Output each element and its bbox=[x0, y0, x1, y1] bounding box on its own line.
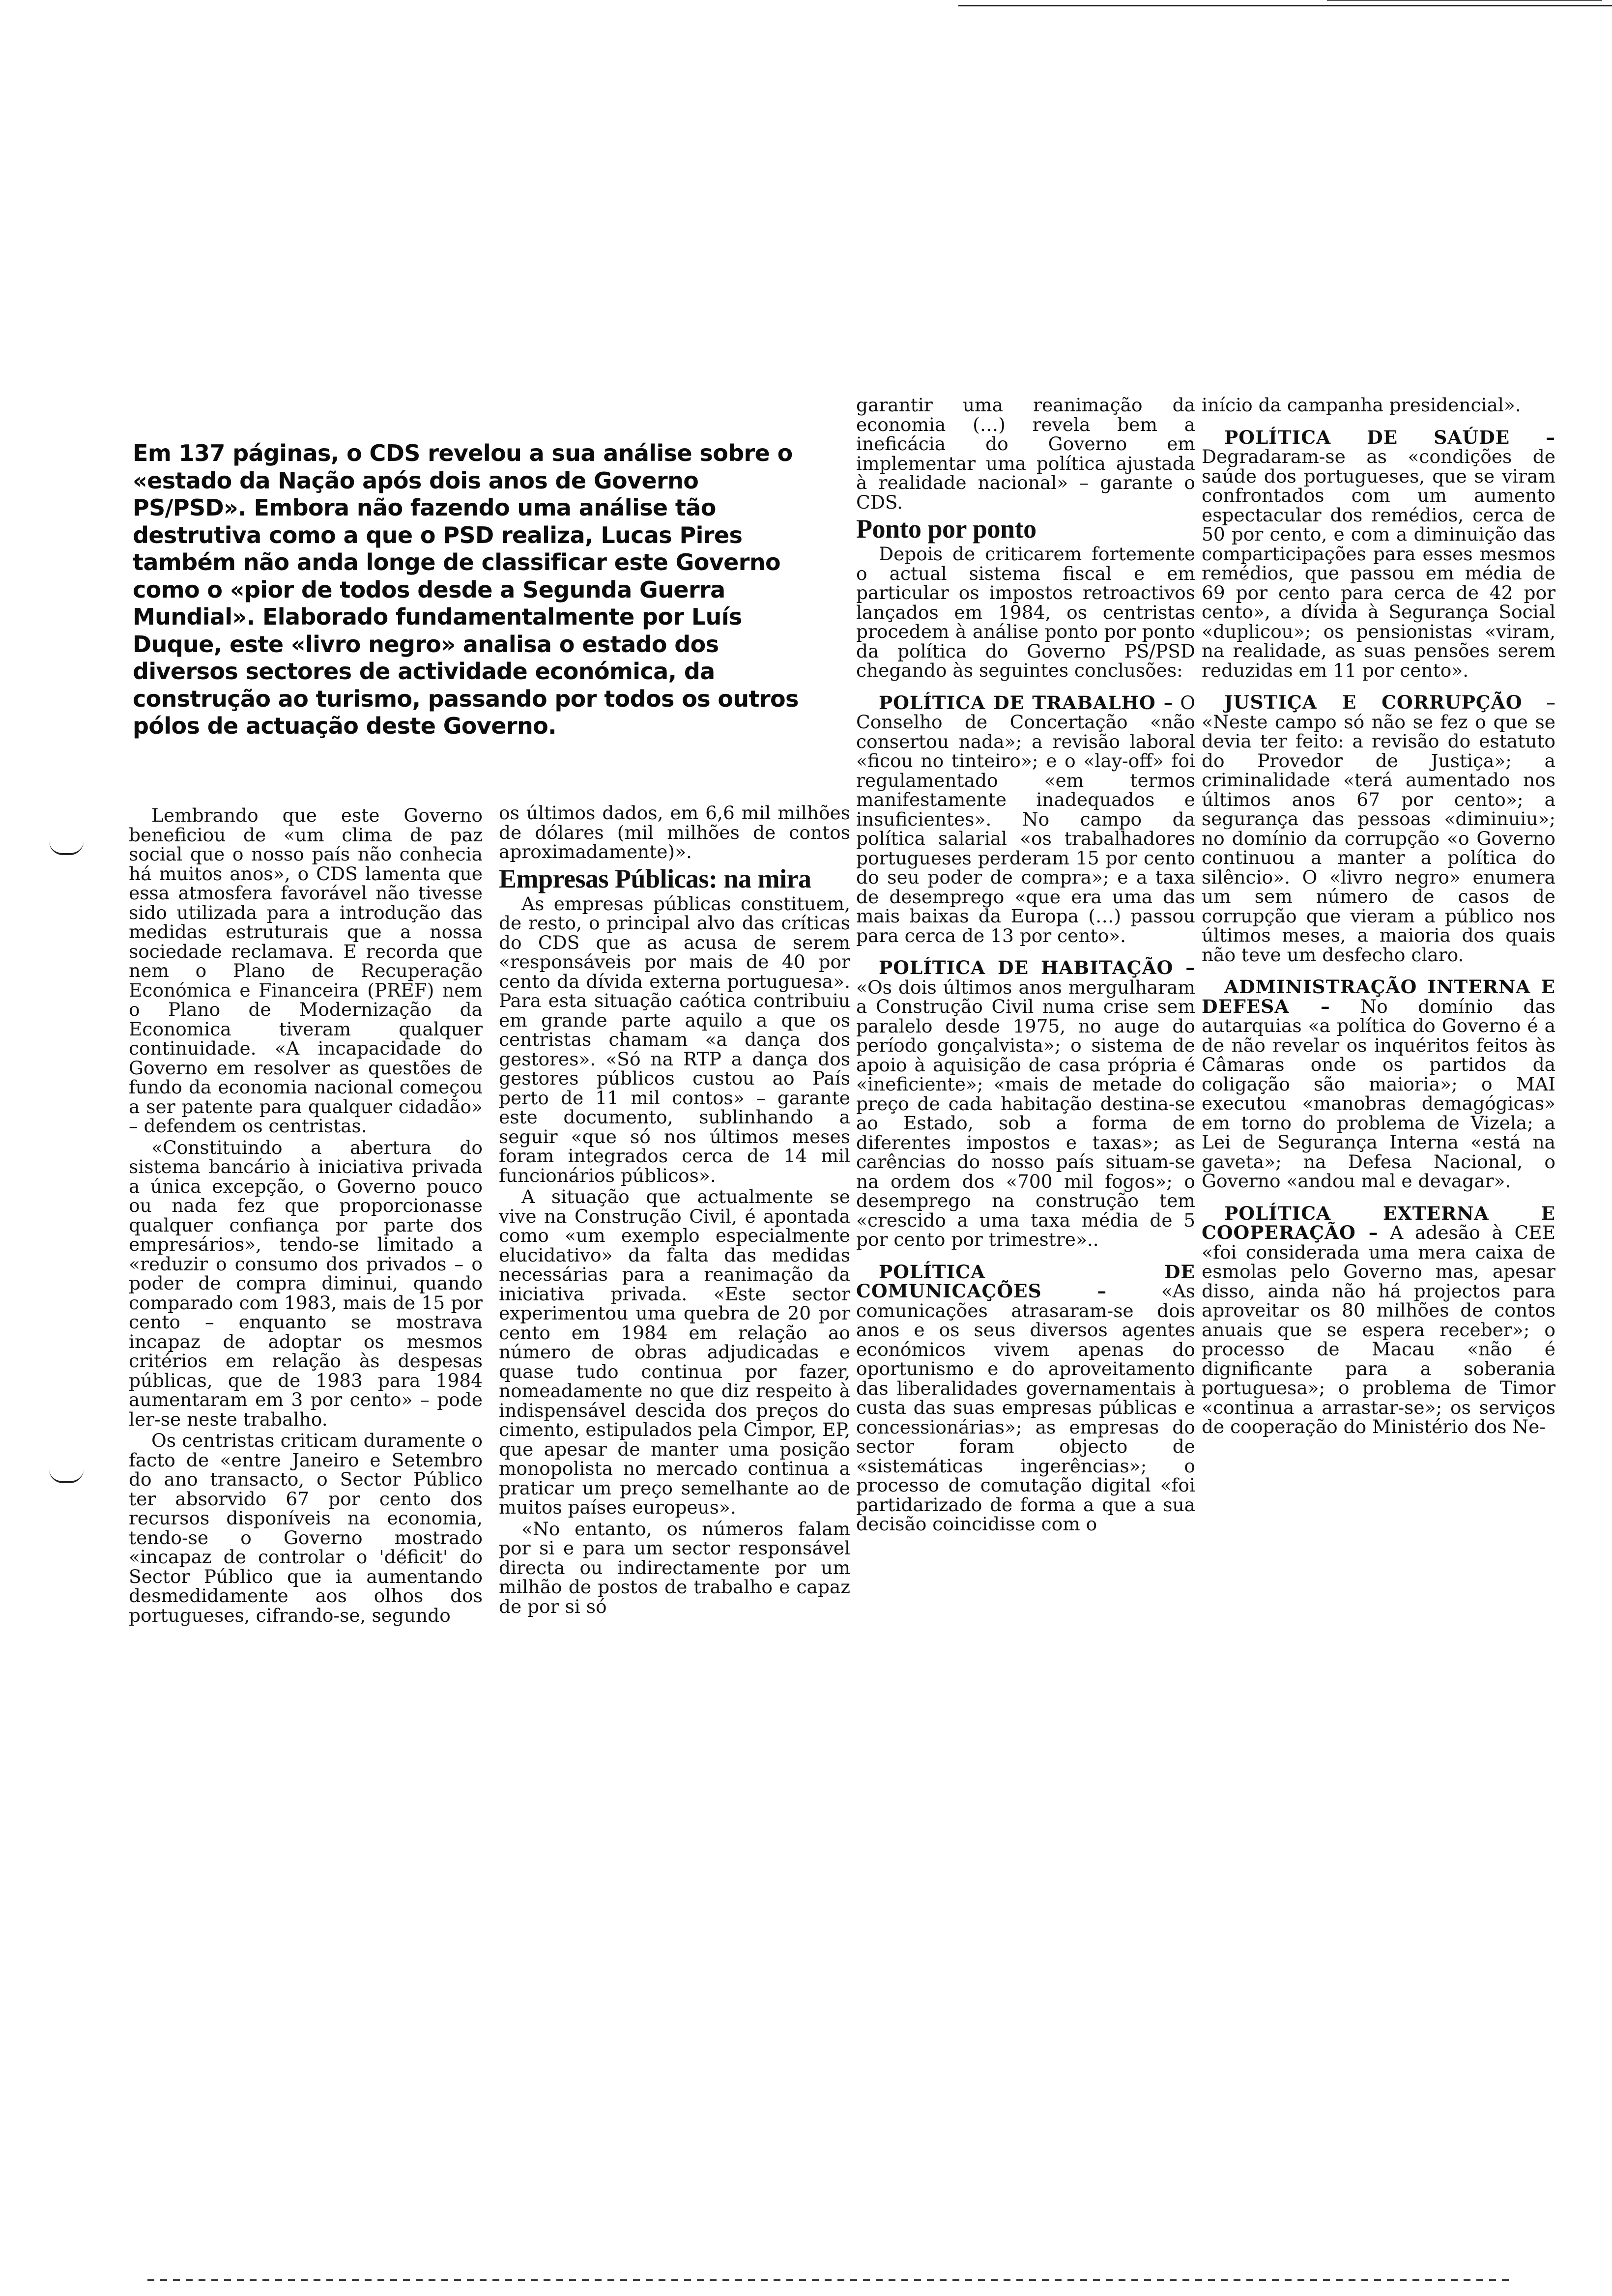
top-rule bbox=[958, 5, 1612, 6]
section-paragraph bbox=[1202, 1204, 1555, 1437]
margin-binder-mark bbox=[49, 1469, 84, 1483]
article-column-1 bbox=[129, 806, 483, 1625]
section-paragraph bbox=[856, 693, 1195, 946]
section-title: POLÍTICA DE TRABALHO – bbox=[879, 691, 1174, 714]
paragraph: Depois de criticarem fortemente o actual sistema fiscal e em particular os impostos retroactivos lançados em 1984, os centristas procedem à análise ponto por ponto da política do Governo PS/PSD chegando às seguintes conclusões: bbox=[856, 543, 1195, 681]
subheading: Empresas Públicas: na mira bbox=[499, 863, 811, 893]
section-title: JUSTIÇA E CORRUPÇÃO bbox=[1224, 691, 1523, 713]
section-paragraph bbox=[856, 1263, 1195, 1534]
article-column-2 bbox=[499, 804, 850, 1616]
section-text: «As comunicações atrasaram-se dois anos e os seus diversos agentes económicos vivem apenas do oportunismo e do aproveitamento das liberalidades governamentais à custa das suas empresas públicas e concessionárias»; as empresas do sector foram objecto de «sistemáticas ingerências»; o processo de comutação digital «foi partidarizado de forma a que a sua decisão coincidisse com o bbox=[856, 1280, 1195, 1535]
section-text: – «Neste campo só não se fez o que se devia ter feito: a revisão do estatuto do Provedor de Justiça»; a criminalidade «terá aumentado nos últimos anos 67 por cento»; a segurança das pessoas «diminuiu»; no domínio da corrupção «o Governo continuou a manter a política do silêncio». O «livro negro» enumera um sem número de casos de corrupção que vieram a público nos últimos meses, a maioria dos quais não teve um desfecho claro. bbox=[1202, 691, 1556, 966]
margin-binder-mark bbox=[49, 841, 84, 855]
section-text: Degradaram-se as «condições de saúde dos portugueses, que se viram confrontados com um aumento espectacular dos remédios, cerca de 50 por cento, e com a diminuição das comparticipações para esses mesmos remédios, que passou em média de 69 por cento para cerca de 42 por cento», a dívida à Segurança Social «duplicou»; os pensionistas «viram, na realidade, as suas pensões serem reduzidas em 11 por cento». bbox=[1202, 446, 1555, 681]
paragraph: os últimos dados, em 6,6 mil milhões de dólares (mil milhões de contos aproximadamente)». bbox=[499, 802, 850, 862]
section-text: No domínio das autarquias «a política do Governo é a de não revelar os inquéritos feitos às Câmaras onde os partidos da coligação são maioria»; o MAI executou «manobras demagógicas» em torno do problema de Vizela; a Lei de Segurança Interna «está na gaveta»; na Defesa Nacional, o Governo «andou mal e devagar». bbox=[1202, 995, 1555, 1192]
section-paragraph bbox=[1202, 977, 1555, 1191]
subheading: Ponto por ponto bbox=[856, 514, 1036, 544]
section-paragraph bbox=[856, 958, 1195, 1250]
paragraph: garantir uma reanimação da economia (…) revela bem a ineficácia do Governo em implementar uma política ajustada à realidade nacional» – garante o CDS. bbox=[856, 394, 1195, 513]
article-lead: Em 137 páginas, o CDS revelou a sua análise sobre o «estado da Nação após dois anos de Governo PS/PSD». Embora não fazendo uma análise tão destrutiva como a que o PSD realiza, Lucas Pires também não anda longe de classificar este Governo como o «pior de todos desde a Segunda Guerra Mundial». Elaborado fundamentalmente por Luís Duque, este «livro negro» analisa o estado dos diversos sectores de actividade económica, da construção ao turismo, passando por todos os outros pólos de actuação deste Governo. bbox=[133, 440, 799, 739]
paragraph: «Constituindo a abertura do sistema bancário à iniciativa privada a única excepção, o Governo pouco ou nada fez que proporcionasse qualquer confiança por parte dos empresários», tendo-se limitado a «reduzir o consumo dos privados – o poder de compra diminui, quando comparado com 1983, mais de 15 por cento – enquanto se mostrava incapaz de adoptar os mesmos critérios em relação às despesas públicas, que de 1983 para 1984 aumentaram em 3 por cento» – pode ler-se neste trabalho. bbox=[129, 1136, 483, 1430]
section-text: A adesão à CEE «foi considerada uma mera caixa de esmolas pelo Governo mas, apesar disso, ainda não há projectos para aproveitar os 80 milhões de contos anuais que se espera receber»; o processo de Macau «não é dignificante para a soberania portuguesa»; o problema de Timor «continua a arrastar-se»; os serviços de cooperação do Ministério dos Ne- bbox=[1202, 1222, 1555, 1437]
top-rule-secondary bbox=[1327, 0, 1602, 1]
section-paragraph bbox=[1202, 428, 1555, 681]
section-text: O Conselho de Concertação «não consertou nada»; a revisão laboral «ficou no tinteiro»; e o «lay-off» foi regulamentado «em termos manifestamente inadequados e insuficientes». No campo da política salarial «os trabalhadores portugueses perderam 15 por cento do seu poder de compra»; e a taxa de desemprego «que era uma das mais baixas da Europa (…) passou para cerca de 13 por cento». bbox=[856, 691, 1195, 947]
section-title: ADMINISTRAÇÃO INTERNA E DEFESA – bbox=[1202, 976, 1555, 1017]
section-title: POLÍTICA EXTERNA E COOPERAÇÃO – bbox=[1202, 1202, 1555, 1243]
section-text: «Os dois últimos anos mergulharam a Construção Civil numa crise sem paralelo desde 1975, no auge do período gonçalvista»; o sistema de apoio à aquisição de casa própria é «ineficiente»; «mais de metade do preço de cada habitação destina-se ao Estado, sob a forma de diferentes impostos e taxas»; as carências do nosso país situam-se na ordem dos «700 mil fogos»; o desemprego na construção tem «crescido a uma taxa média de 5 por cento por trimestre».. bbox=[856, 976, 1195, 1250]
section-paragraph bbox=[1202, 693, 1555, 965]
paragraph: «No entanto, os números falam por si e para um sector responsável directa ou indirectamente por um milhão de postos de trabalho e capaz de por si só bbox=[499, 1518, 850, 1617]
paragraph: Os centristas criticam duramente o facto de «entre Janeiro e Setembro do ano transacto, o Sector Público ter absorvido 67 por cento dos recursos disponíveis na economia, tendo-se o Governo mostrado «incapaz de controlar o 'déficit' do Sector Público que ia aumentando desmedidamente aos olhos dos portugueses, cifrando-se, segundo bbox=[129, 1430, 483, 1626]
paragraph: As empresas públicas constituem, de resto, o principal alvo das críticas do CDS que as acusa de serem «responsáveis por mais de 40 por cento da dívida externa portuguesa». Para esta situação caótica contribuiu em grande parte aquilo a que os centristas chamam «a dança dos gestores». «Só na RTP a dança dos gestores públicos custou ao País perto de 11 mil contos» – garante este documento, sublinhando a seguir «que só nos últimos meses foram integrados cerca de 14 mil funcionários públicos». bbox=[499, 892, 850, 1186]
paragraph: início da campanha presidencial». bbox=[1202, 394, 1521, 416]
paragraph: Lembrando que este Governo beneficiou de «um clima de paz social que o nosso país não conhecia há muitos anos», o CDS lamenta que essa atmosfera favorável não tivesse sido utilizada para a introdução das medidas estruturais que a nossa sociedade reclamava. E recorda que nem o Plano de Recuperação Económica e Financeira (PREF) nem o Plano de Modernização da Economica tiveram qualquer continuidade. «A incapacidade do Governo em resolver as questões de fundo da economia nacional começou a ser patente para qualquer cidadão» – defendem os centristas. bbox=[129, 804, 483, 1137]
bottom-rule bbox=[147, 2279, 1514, 2281]
section-title: POLÍTICA DE COMUNICAÇÕES – bbox=[856, 1261, 1195, 1302]
paragraph: A situação que actualmente se vive na Construção Civil, é apontada como «um exemplo especialmente elucidativo» da falta das medidas necessárias para a reanimação da iniciativa privada. «Este sector experimentou uma quebra de 20 por cento em 1984 em relação ao número de obras adjudicadas e quase tudo continua por fazer, nomeadamente no que diz respeito à indispensável descida dos preços do cimento, estipulados pela Cimpor, EP, que apesar de manter uma posição monopolista no mercado continua a praticar um preço semelhante ao de muitos países europeus». bbox=[499, 1186, 851, 1518]
article-column-3 bbox=[856, 396, 1195, 1534]
section-title: POLÍTICA DE HABITAÇÃO – bbox=[879, 957, 1195, 978]
section-title: POLÍTICA DE SAÚDE – bbox=[1224, 426, 1555, 448]
article-column-4 bbox=[1202, 396, 1555, 1437]
